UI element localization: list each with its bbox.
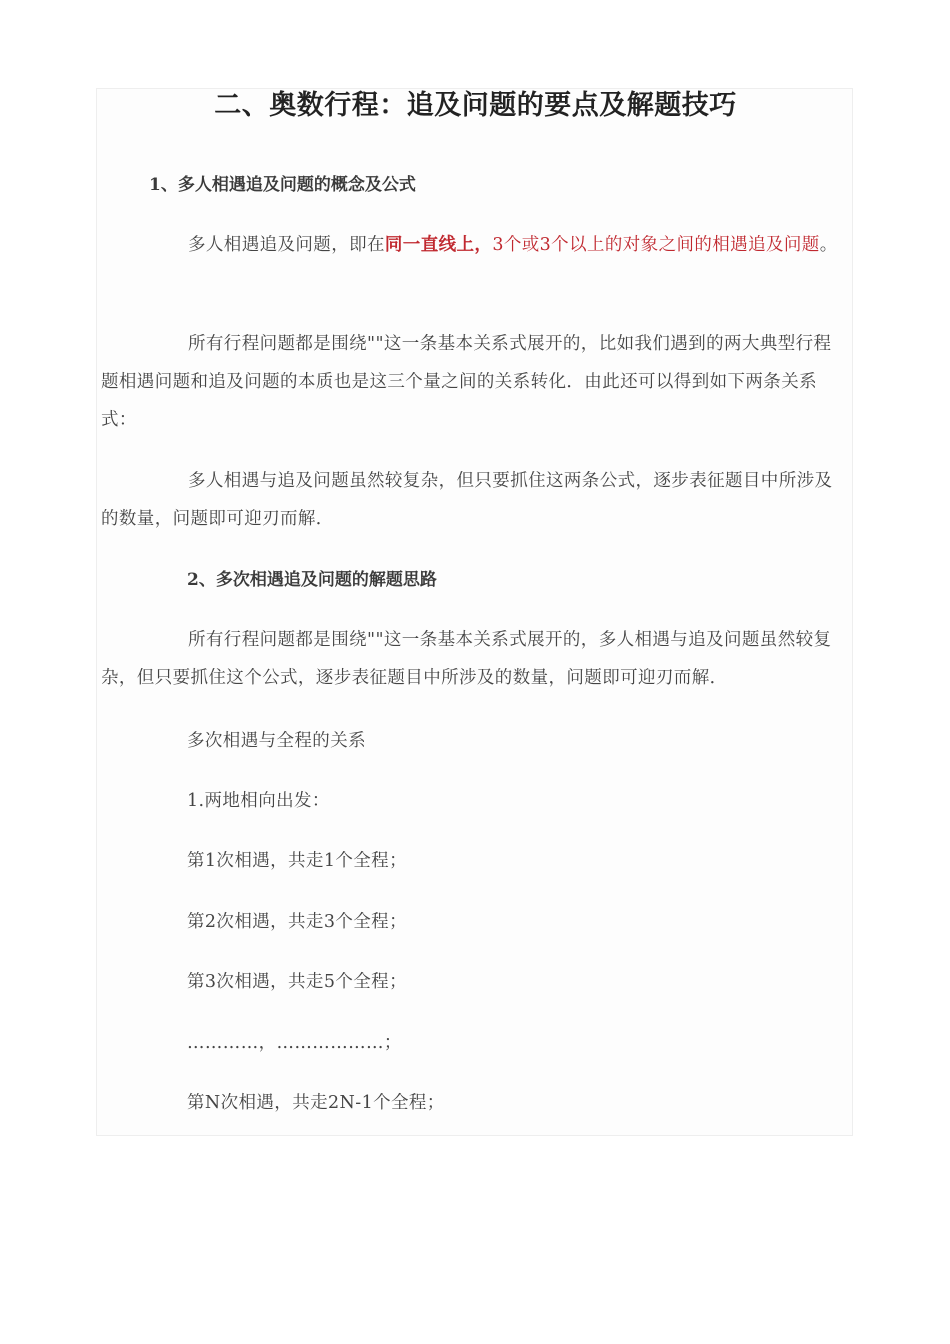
paragraph-concept: [101, 226, 847, 264]
list-item: 1.两地相向出发：: [187, 791, 330, 811]
paragraph-concept-red-text: 3个或3个以上的对象之间的相遇追及问题: [492, 235, 820, 255]
paragraph-concept-suffix: 。: [819, 235, 838, 255]
list-item: 第2次相遇，共走3个全程；: [187, 912, 407, 932]
list-item: 第3次相遇，共走5个全程；: [187, 972, 407, 992]
list-item: 第N次相遇，共走2N-1个全程；: [187, 1093, 445, 1113]
paragraph-summary-2: 所有行程问题都是围绕""这一条基本关系式展开的，多人相遇与追及问题虽然较复杂，但只要抓住这个公式，逐步表征题目中所涉及的数量，问题即可迎刃而解．: [101, 630, 832, 688]
section-heading-1: 1、多人相遇追及问题的概念及公式: [149, 175, 416, 195]
paragraph-concept-highlight: 同一直线上，: [384, 235, 493, 255]
paragraph-summary-1: 多人相遇与追及问题虽然较复杂，但只要抓住这两条公式，逐步表征题目中所涉及的数量，问题即可迎刃而解．: [101, 471, 833, 529]
list-item: 第1次相遇，共走1个全程；: [187, 851, 407, 871]
list-item: 多次相遇与全程的关系: [187, 731, 366, 751]
page-title: 二、奥数行程：追及问题的要点及解题技巧: [214, 90, 737, 121]
section-heading-2: 2、多次相遇追及问题的解题思路: [187, 570, 437, 590]
paragraph-concept-prefix: 多人相遇追及问题，即在: [188, 235, 385, 255]
list-item: …………，………………；: [187, 1033, 402, 1053]
paragraph-relations: 所有行程问题都是围绕""这一条基本关系式展开的，比如我们遇到的两大典型行程题相遇问题和追及问题的本质也是这三个量之间的关系转化．由此还可以得到如下两条关系式：: [101, 334, 832, 430]
article: [96, 88, 853, 1136]
